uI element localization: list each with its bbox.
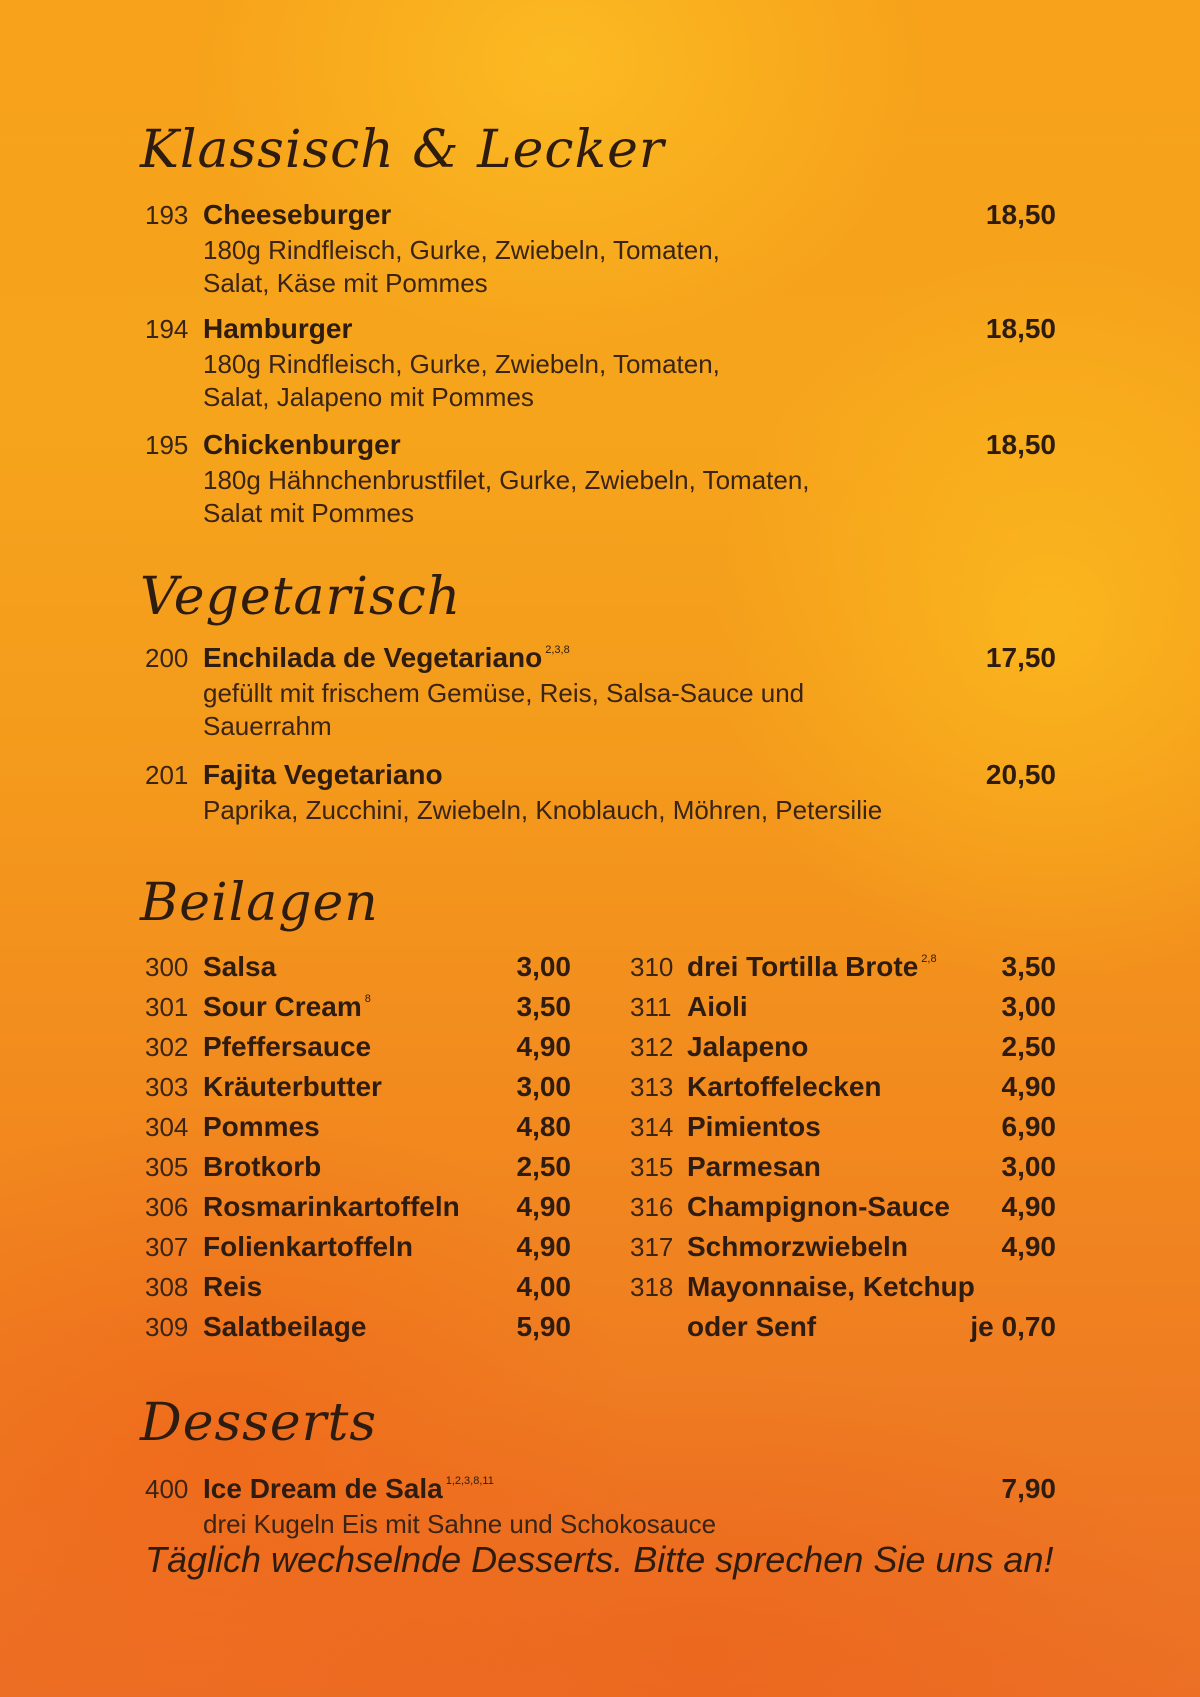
item-price: 4,90 xyxy=(516,1231,571,1262)
item-price: 3,00 xyxy=(1001,1151,1056,1182)
item-price: 2,50 xyxy=(1001,1031,1056,1062)
item-price: 4,80 xyxy=(516,1111,571,1142)
section-heading-klassisch: Klassisch & Lecker xyxy=(140,120,665,180)
item-description: Paprika, Zucchini, Zwiebeln, Knoblauch, Möhren, Petersilie xyxy=(203,795,883,825)
item-number: 301 xyxy=(145,992,189,1022)
menu-item xyxy=(145,429,1056,528)
item-name: Pfeffersauce xyxy=(203,1031,372,1062)
item-name: Reis xyxy=(203,1271,263,1302)
item-number: 300 xyxy=(145,952,189,982)
side-item xyxy=(145,952,571,986)
allergen-note: 2,8 xyxy=(921,953,937,965)
item-name xyxy=(203,1473,494,1505)
item-price: 20,50 xyxy=(985,759,1056,790)
item-name: Schmorzwiebeln xyxy=(687,1231,908,1262)
side-item xyxy=(630,1232,1056,1266)
item-price: 6,90 xyxy=(1001,1111,1056,1142)
item-number: 201 xyxy=(145,760,189,790)
item-description: gefüllt mit frischem Gemüse, Reis, Salsa-Sauce und xyxy=(203,678,805,708)
item-number: 193 xyxy=(145,200,189,230)
section-heading-beilagen: Beilagen xyxy=(140,873,379,933)
item-price: 17,50 xyxy=(985,642,1056,673)
item-name: Cheeseburger xyxy=(203,199,392,230)
item-price: 18,50 xyxy=(985,429,1056,460)
side-item xyxy=(145,1272,571,1306)
item-price: 4,90 xyxy=(1001,1191,1056,1222)
side-item xyxy=(145,1032,571,1066)
item-description: Salat, Jalapeno mit Pommes xyxy=(203,382,534,412)
menu-item xyxy=(145,759,1056,825)
item-number: 311 xyxy=(630,992,672,1022)
item-number: 310 xyxy=(630,952,674,982)
item-name: Rosmarinkartoffeln xyxy=(203,1191,460,1222)
item-number: 313 xyxy=(630,1072,674,1102)
item-number: 317 xyxy=(630,1232,674,1262)
item-name: Parmesan xyxy=(687,1151,821,1182)
allergen-note: 1,2,3,8,11 xyxy=(445,1475,494,1487)
side-item xyxy=(630,952,1056,986)
item-price: 4,90 xyxy=(516,1191,571,1222)
side-item xyxy=(145,1232,571,1266)
item-price: 3,50 xyxy=(1001,951,1056,982)
item-price: 18,50 xyxy=(985,313,1056,344)
item-name: Mayonnaise, Ketchup xyxy=(687,1271,975,1302)
item-price: 4,90 xyxy=(1001,1071,1056,1102)
item-price: 3,00 xyxy=(1001,991,1056,1022)
item-name: Pimientos xyxy=(687,1111,821,1142)
item-name: Jalapeno xyxy=(687,1031,809,1062)
item-name: Folienkartoffeln xyxy=(203,1231,414,1262)
side-item xyxy=(630,1112,1056,1146)
item-number: 318 xyxy=(630,1272,674,1302)
item-name-text: Sour Cream xyxy=(203,991,362,1022)
item-number: 307 xyxy=(145,1232,189,1262)
item-price: 3,50 xyxy=(516,991,571,1022)
menu-item xyxy=(145,199,1056,298)
item-number: 305 xyxy=(145,1152,189,1182)
menu-item xyxy=(145,642,1056,741)
item-number: 304 xyxy=(145,1112,189,1142)
item-price: je 0,70 xyxy=(970,1311,1056,1342)
side-item xyxy=(630,1032,1056,1066)
item-number: 302 xyxy=(145,1032,189,1062)
item-name: Chickenburger xyxy=(203,429,401,460)
side-item xyxy=(630,1192,1056,1226)
item-number: 315 xyxy=(630,1152,674,1182)
side-item xyxy=(145,1312,571,1346)
item-price: 3,00 xyxy=(516,951,571,982)
menu-item xyxy=(145,313,1056,412)
item-price: 4,90 xyxy=(1001,1231,1056,1262)
item-price: 18,50 xyxy=(985,199,1056,230)
section-heading-vegetarisch: Vegetarisch xyxy=(140,567,462,627)
side-item xyxy=(630,1072,1056,1106)
item-description: Sauerrahm xyxy=(203,711,332,741)
side-item xyxy=(145,1072,571,1106)
item-name-text: Ice Dream de Sala xyxy=(203,1473,443,1504)
item-name-continued: oder Senf xyxy=(687,1311,817,1342)
side-item xyxy=(630,1272,1056,1306)
item-name xyxy=(203,642,570,674)
item-price: 2,50 xyxy=(516,1151,571,1182)
item-number: 303 xyxy=(145,1072,189,1102)
side-item-continued xyxy=(630,1312,1056,1346)
item-description: 180g Rindfleisch, Gurke, Zwiebeln, Tomaten, xyxy=(203,235,720,265)
item-name: Hamburger xyxy=(203,313,353,344)
side-item xyxy=(630,1152,1056,1186)
item-price: 3,00 xyxy=(516,1071,571,1102)
item-name: Salatbeilage xyxy=(203,1311,367,1342)
item-number: 306 xyxy=(145,1192,189,1222)
allergen-note: 8 xyxy=(364,993,371,1005)
item-description: 180g Hähnchenbrustfilet, Gurke, Zwiebeln, Tomaten, xyxy=(203,465,810,495)
item-name: Kräuterbutter xyxy=(203,1071,382,1102)
item-description: drei Kugeln Eis mit Sahne und Schokosauce xyxy=(203,1509,717,1539)
item-number: 309 xyxy=(145,1312,189,1342)
item-number: 200 xyxy=(145,643,189,673)
item-description: Salat, Käse mit Pommes xyxy=(203,268,488,298)
item-number: 314 xyxy=(630,1112,674,1142)
item-price: 4,00 xyxy=(516,1271,571,1302)
section-heading-desserts: Desserts xyxy=(140,1393,378,1453)
item-price: 7,90 xyxy=(1001,1473,1056,1504)
item-number: 308 xyxy=(145,1272,189,1302)
item-name: Pommes xyxy=(203,1111,320,1142)
item-name-text: drei Tortilla Brote xyxy=(687,951,919,982)
item-name-text: Enchilada de Vegetariano xyxy=(203,642,543,673)
side-item xyxy=(145,1112,571,1146)
item-number: 195 xyxy=(145,430,189,460)
item-name: Champignon-Sauce xyxy=(687,1191,950,1222)
side-item xyxy=(145,1192,571,1226)
item-name: Brotkorb xyxy=(203,1151,322,1182)
item-name: Kartoffelecken xyxy=(687,1071,882,1102)
dessert-note: Täglich wechselnde Desserts. Bitte sprechen Sie uns an! xyxy=(145,1539,1054,1580)
side-item xyxy=(145,992,571,1026)
item-number: 194 xyxy=(145,314,189,344)
item-name: Aioli xyxy=(687,991,748,1022)
item-number: 312 xyxy=(630,1032,674,1062)
item-name: Fajita Vegetariano xyxy=(203,759,443,790)
side-item xyxy=(630,992,1056,1026)
item-price: 5,90 xyxy=(516,1311,571,1342)
allergen-note: 2,3,8 xyxy=(545,644,570,656)
item-number: 400 xyxy=(145,1474,189,1504)
item-description: 180g Rindfleisch, Gurke, Zwiebeln, Tomaten, xyxy=(203,349,720,379)
side-item xyxy=(145,1152,571,1186)
item-name: Salsa xyxy=(203,951,277,982)
item-price: 4,90 xyxy=(516,1031,571,1062)
menu-item xyxy=(145,1473,1056,1539)
item-number: 316 xyxy=(630,1192,674,1222)
item-name xyxy=(203,991,371,1023)
item-name xyxy=(687,951,937,983)
item-description: Salat mit Pommes xyxy=(203,498,414,528)
